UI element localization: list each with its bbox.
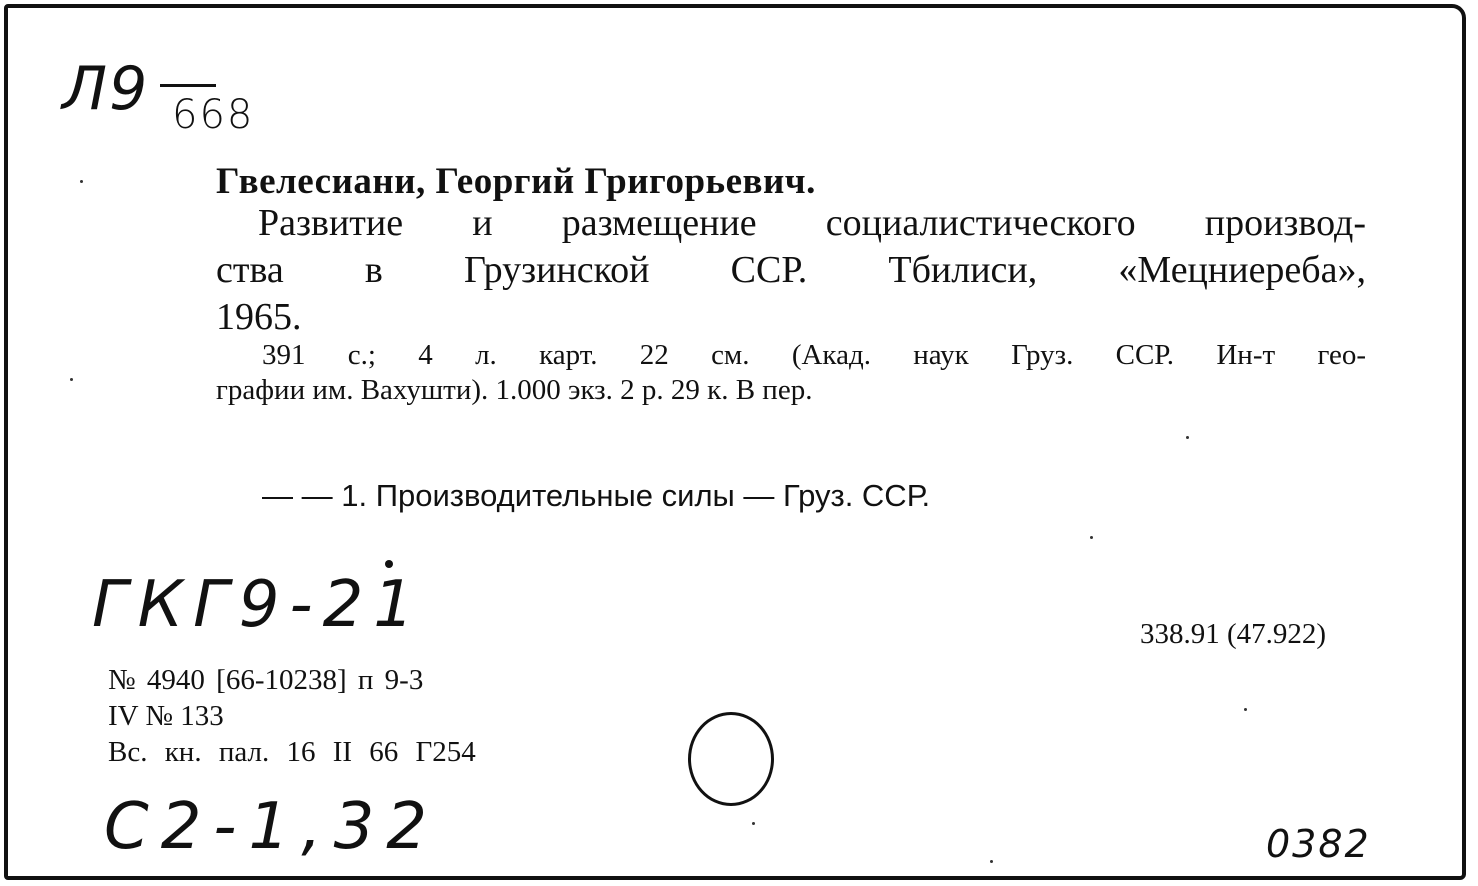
publication-line-3: Вс. кн. пал. 16 II 66 Г254 [108,736,476,768]
title-line-2: ства в Грузинской ССР. Тбилиси, «Мецниереба», [216,249,1366,291]
shelfmark-prefix: Л9 [62,54,150,124]
ink-dot [385,560,393,568]
description-line-2: графии им. Вахушти). 1.000 экз. 2 р. 29 к. В пер. [216,374,813,406]
speck [1244,708,1247,711]
shelfmark-divider [160,84,216,87]
publication-info [108,662,476,770]
circle-mark [688,712,774,806]
speck [80,180,83,183]
speck [1090,536,1093,539]
subject-heading: — — 1. Производительные силы — Груз. ССР. [262,478,931,513]
publication-line-1: № 4940 [66-10238] п 9-3 [108,664,424,696]
title-line-1: Развитие и размещение социалистического производ- [258,202,1366,244]
title-line-3: 1965. [216,296,302,338]
handwritten-code: ГКГ9-21 [92,568,424,642]
handwritten-bottom-left: С2-1,32 [104,790,439,864]
handwritten-bottom-right: 0382 [1266,822,1371,866]
speck [752,822,755,825]
title-block [216,200,1366,341]
physical-description [216,338,1366,408]
speck [70,378,73,381]
author-heading: Гвелесиани, Георгий Григорьевич. [216,161,816,202]
udc-classification: 338.91 (47.922) [1140,618,1327,650]
publication-line-2: IV № 133 [108,700,224,732]
shelfmark-number: 668 [172,92,255,138]
description-line-1: 391 с.; 4 л. карт. 22 см. (Акад. наук Груз. ССР. Ин-т гео- [262,339,1366,371]
speck [1186,436,1189,439]
speck [990,860,993,863]
